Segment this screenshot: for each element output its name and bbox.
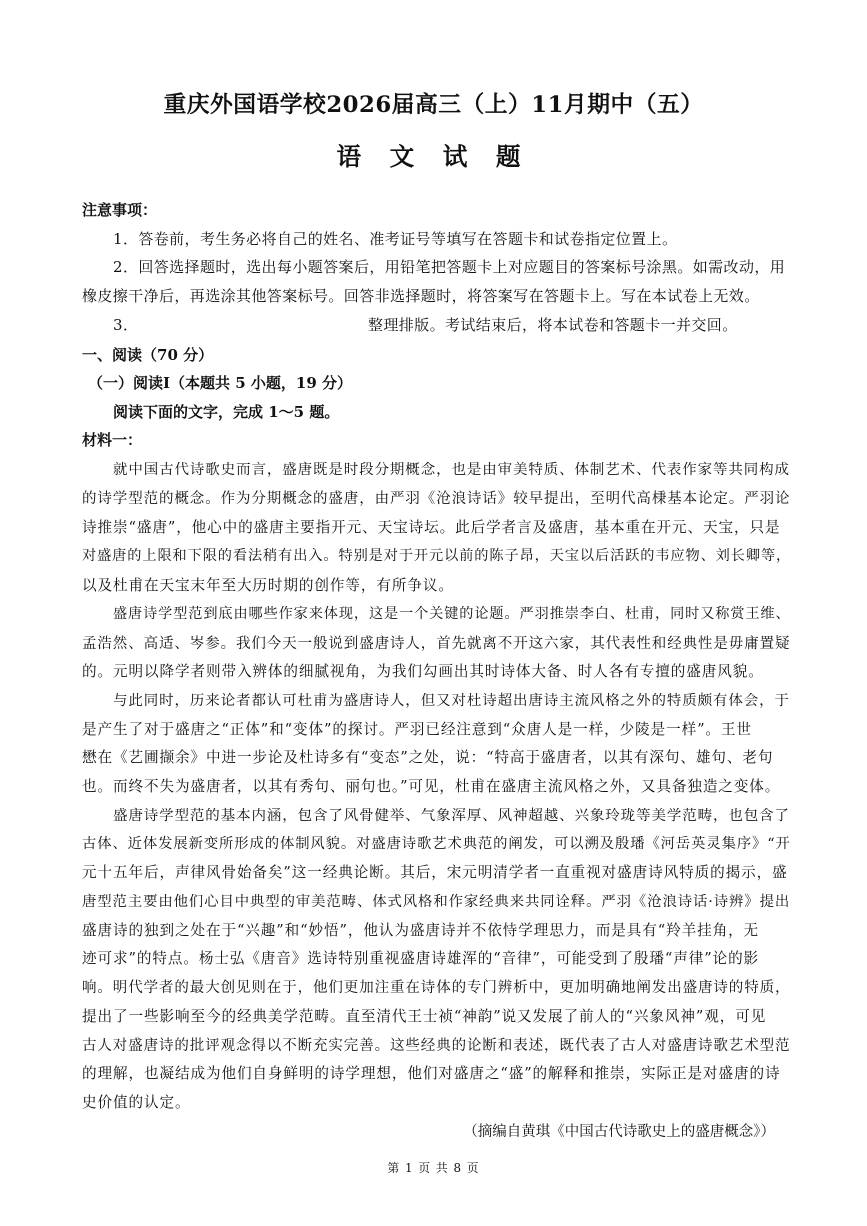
- body-line: 的理解，也凝结成为他们自身鲜明的诗学理想，他们对盛唐之“盛”的解释和推崇，实际正是对盛唐的诗: [82, 1065, 781, 1082]
- body-line: 元十五年后，声律风骨始备矣”这一经典论断。其后，宋元明清学者一直重视对盛唐诗风特质的揭示，盛: [82, 864, 788, 881]
- body-line: 就中国古代诗歌史而言，盛唐既是时段分期概念，也是由审美特质、体制艺术、代表作家等共同构成: [113, 462, 790, 478]
- body-line: 盛唐诗学型范的基本内涵，包含了风骨健举、气象浑厚、风神超越、兴象玲珑等美学范畴，也包含了: [113, 808, 790, 824]
- body-line: 也。而终不失为盛唐者，以其有秀句、丽句也。”可见，杜甫在盛唐主流风格之外，又具备独造之变体。: [82, 778, 781, 795]
- body-line: 迹可求”的特点。杨士弘《唐音》选诗特别重视盛唐诗雄浑的“音律”，可能受到了殷璠“声律”论的影: [82, 950, 760, 967]
- body-line: 盛唐诗学型范到底由哪些作家来体现，这是一个关键的论题。严羽推崇李白、杜甫，同时又称赏王维、: [113, 606, 791, 622]
- notice-item-2-line-1: 2．回答选择题时，选出每小题答案后，用铅笔把答题卡上对应题目的答案标号涂黑。如需改动，用: [113, 258, 786, 276]
- body-line: 古体、近体发展新变所形成的体制风貌。对盛唐诗歌艺术典范的阐发，可以溯及殷璠《河岳英灵集序》“开: [82, 836, 791, 852]
- notice-item-3-text: 整理排版。考试结束后，将本试卷和答题卡一并交回。: [368, 316, 738, 334]
- body-line: 是产生了对于盛唐之“正体”和“变体”的探讨。严羽已经注意到“众唐人是一样，少陵是一样”。王世: [82, 721, 752, 738]
- body-line: 史价值的认定。: [82, 1094, 191, 1111]
- body-line: 提出了一些影响至今的经典美学范畴。直至清代王士祯“神韵”说又发展了前人的“兴象风神”观，可见: [82, 1008, 767, 1025]
- section-title: 一、阅读（70 分）: [82, 346, 214, 364]
- body-line: 的。元明以降学者则带入辨体的细腻视角，为我们勾画出其时诗体大备、时人各有专擅的盛唐风貌。: [82, 663, 764, 680]
- body-line: 对盛唐的上限和下限的看法稍有出入。特别是对于开元以前的陈子昂，天宝以后活跃的韦应物、刘长卿等，: [82, 548, 792, 564]
- body-line: 以及杜甫在天宝末年至大历时期的创作等，有所争议。: [82, 577, 454, 594]
- notice-item-1: 1．答卷前，考生务必将自己的姓名、准考证号等填写在答题卡和试卷指定位置上。: [113, 230, 678, 248]
- body-line: 唐型范主要由他们心目中典型的审美范畴、体式风格和作家经典来共同诠释。严羽《沧浪诗话·诗辨》提出: [82, 894, 791, 910]
- body-line: 盛唐诗的独到之处在于“兴趣”和“妙悟”，他认为盛唐诗并不依恃学理思力，而是具有“羚羊挂角，无: [82, 922, 760, 939]
- body-line: 的诗学型范的概念。作为分期概念的盛唐，由严羽《沧浪诗话》较早提出，至明代高棅基本论定。严羽论: [82, 491, 791, 507]
- notice-item-2-line-2: 橡皮擦干净后，再选涂其他答案标号。回答非选择题时，将答案写在答题卡上。写在本试卷上无效。: [82, 287, 760, 305]
- reading-instruction: 阅读下面的文字，完成 1～5 题。: [113, 403, 340, 421]
- body-line: 与此同时，历来论者都认可杜甫为盛唐诗人，但又对杜诗超出唐诗主流风格之外的特质颇有体会，于: [113, 693, 790, 709]
- exam-title: 重庆外国语学校2026届高三（上）11月期中（五）: [163, 92, 704, 118]
- exam-subject-title: 语 文 试 题: [336, 142, 531, 171]
- body-line: 懋在《艺圃撷余》中进一步论及杜诗多有“变态”之处，说：“特高于盛唐者，以其有深句、雄句、老句: [82, 749, 774, 766]
- notice-item-3-number: 3．: [113, 316, 139, 334]
- body-line: 孟浩然、高适、岑参。我们今天一般说到盛唐诗人，首先就离不开这六家，其代表性和经典性是毋庸置疑: [82, 636, 791, 652]
- body-line: 古人对盛唐诗的批评观念得以不断充实完善。这些经典的论断和表述，既代表了古人对盛唐诗歌艺术型范: [82, 1038, 791, 1054]
- notice-heading: 注意事项：: [82, 201, 158, 219]
- material-label: 材料一：: [82, 431, 143, 449]
- body-line: 诗推崇“盛唐”，他心中的盛唐主要指开元、天宝诗坛。此后学者言及盛唐，基本重在开元、天宝，只是: [82, 519, 781, 536]
- source-citation: （摘编自黄琪《中国古代诗歌史上的盛唐概念》）: [463, 1124, 775, 1140]
- body-line: 响。明代学者的最大创见则在于，他们更加注重在诗体的专门辨析中，更加明确地阐发出盛唐诗的特质，: [82, 980, 791, 996]
- subsection-title: （一）阅读Ⅰ（本题共 5 小题，19 分）: [88, 374, 352, 392]
- page-footer: 第 1 页 共 8 页: [387, 1161, 480, 1175]
